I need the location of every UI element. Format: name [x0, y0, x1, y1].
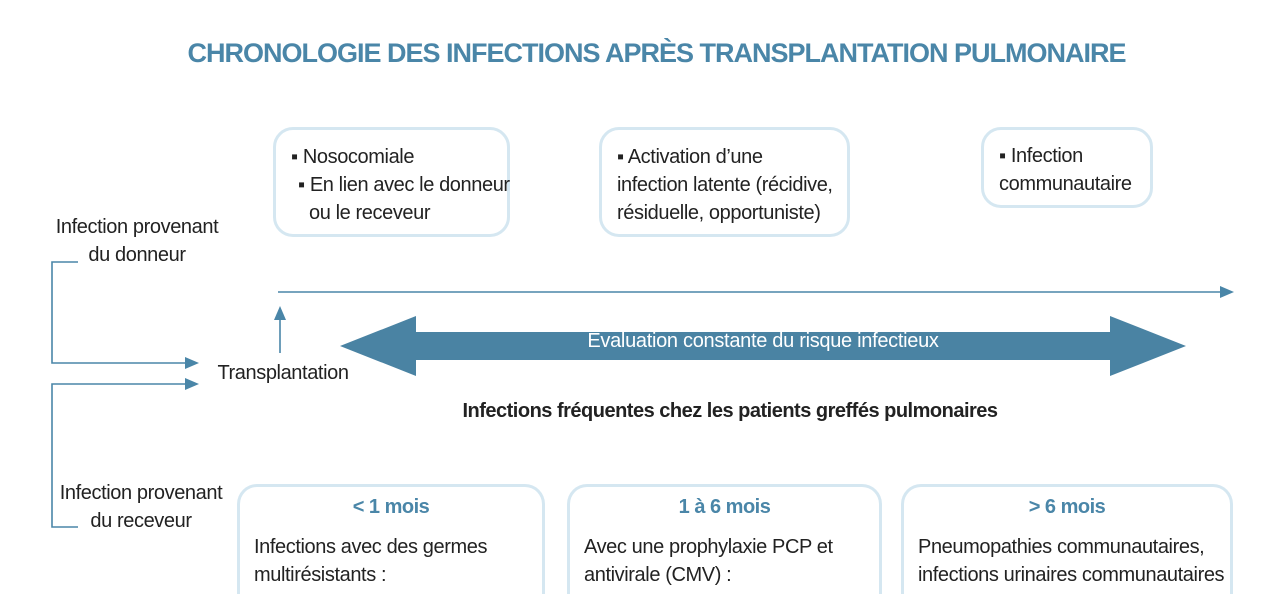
community-infection-box [981, 127, 1153, 208]
period-body [240, 533, 542, 589]
donor-connector-arrowhead [185, 357, 199, 369]
recipient-label-line: Infection provenant [59, 482, 223, 504]
recipient-connector-arrowhead [185, 378, 199, 390]
period-title: < 1 mois [352, 496, 430, 518]
donor-infection-label [40, 213, 234, 269]
recipient-label-line: du receveur [90, 510, 192, 532]
period-line: infections urinaires communautaires [918, 564, 1225, 586]
timeline-arrowhead [1220, 286, 1234, 298]
box-line: ou le receveur [309, 202, 431, 224]
period-box-1-to-6-months [567, 484, 882, 594]
page-title: CHRONOLOGIE DES INFECTIONS APRÈS TRANSPLANTATION PULMONAIRE [187, 38, 1126, 68]
section-subtitle: Infections fréquentes chez les patients greffés pulmonaires [462, 400, 998, 422]
box-line: communautaire [999, 173, 1132, 195]
period-body [904, 533, 1230, 589]
box-line: infection latente (récidive, [617, 174, 833, 196]
period-title: 1 à 6 mois [678, 496, 771, 518]
period-box-under-1-month [237, 484, 545, 594]
box-line: ▪ Infection [999, 145, 1083, 167]
donor-connector [52, 262, 186, 363]
period-line: Pneumopathies communautaires, [918, 536, 1205, 558]
recipient-infection-label [44, 479, 238, 535]
period-box-over-6-months [901, 484, 1233, 594]
box-line: ▪ Activation d’une [617, 146, 763, 168]
period-line: antivirale (CMV) : [584, 564, 732, 586]
period-line: multirésistants : [254, 564, 387, 586]
transplant-marker-arrowhead [274, 306, 286, 320]
transplantation-label: Transplantation [217, 362, 349, 384]
box-line: résiduelle, opportuniste) [617, 202, 821, 224]
box-line: ▪ Nosocomiale [291, 146, 415, 168]
period-line: Avec une prophylaxie PCP et [584, 536, 833, 558]
period-body [570, 533, 879, 589]
nosocomial-box [273, 127, 510, 237]
period-line: Infections avec des germes [254, 536, 488, 558]
donor-label-line: Infection provenant [55, 216, 219, 238]
box-line: ▪ En lien avec le donneur [298, 174, 510, 196]
risk-arrow-label: Évaluation constante du risque infectieux [587, 330, 939, 352]
period-title: > 6 mois [1028, 496, 1106, 518]
donor-label-line: du donneur [88, 244, 186, 266]
latent-activation-box [599, 127, 850, 237]
